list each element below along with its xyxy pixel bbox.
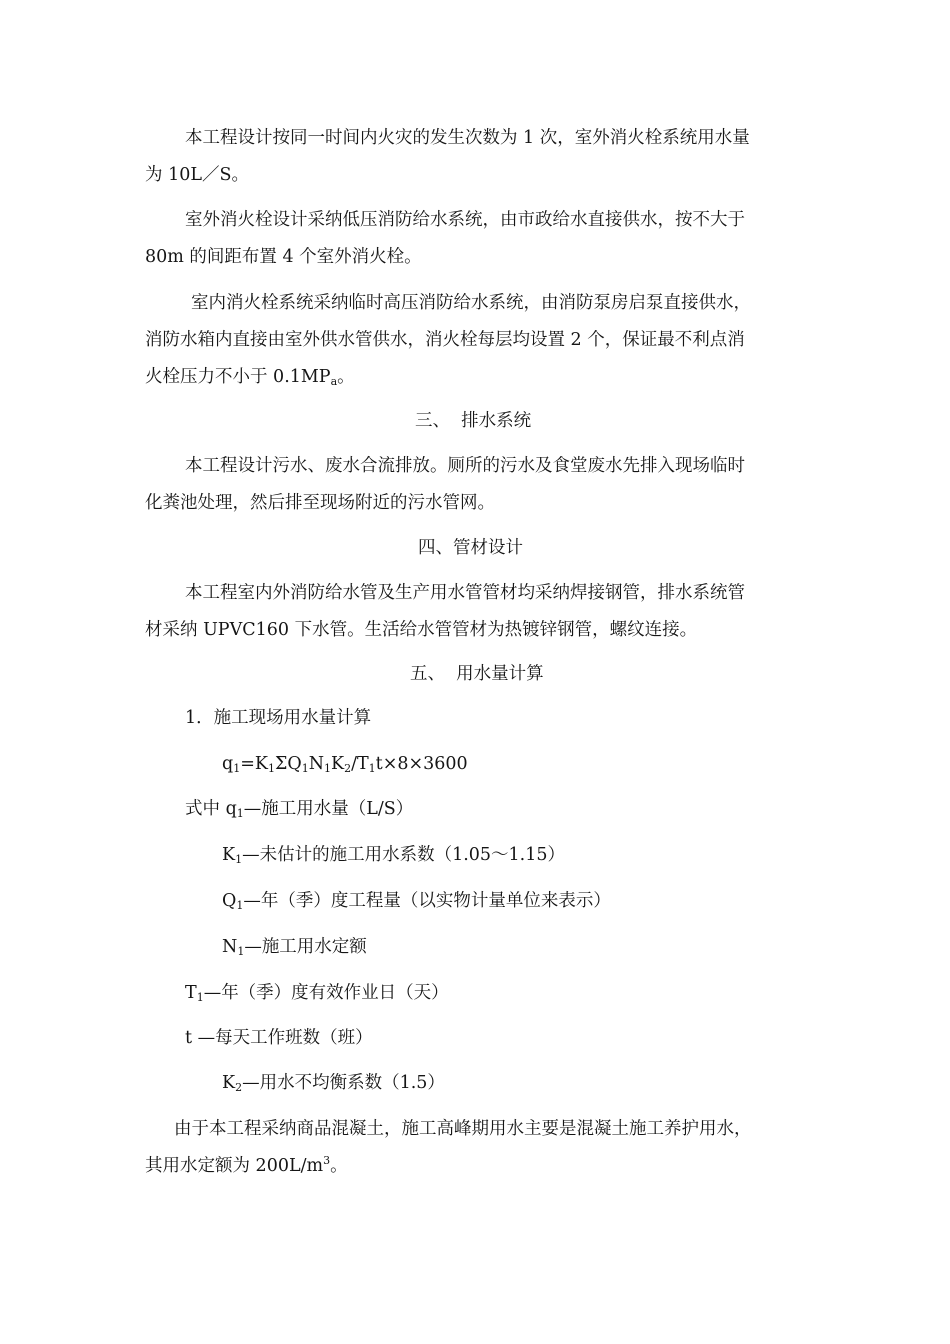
water-formula: $q_1=K_1\Sigma Q_1N_1K_2/T_1t\times 8\times 3600$ (222, 754, 468, 775)
def-t1: $T_1—$年（季）度有效作业日（天） (185, 983, 449, 1004)
water-end-line2: 其用水定额为 $200L/m^3$。 (145, 1154, 348, 1176)
pipe-line2: 材采纳 UPVC160 下水管。生活给水管管材为热镀锌钢管，螺纹连接。 (145, 620, 698, 640)
fire-para3-line3: 火栓压力不小于 $0.1MP_a$。 (145, 367, 355, 388)
fire-para3-line2: 消防水箱内直接由室外供水管供水，消火栓每层均设置 2 个，保证最不利点消 (145, 330, 745, 350)
fire-para2-line1: 室外消火栓设计采纳低压消防给水系统，由市政给水直接供水，按不大于 (185, 210, 745, 230)
drainage-line2: 化粪池处理，然后排至现场附近的污水管网。 (145, 493, 495, 513)
def-k2: $K_2—$用水不均衡系数（1.5） (222, 1073, 445, 1094)
pipe-line1: 本工程室内外消防给水管及生产用水管管材均采纳焊接钢管，排水系统管 (185, 583, 745, 603)
def-q: 式中 $q_1—$施工用水量（L/S） (185, 799, 414, 820)
fire-para1-line2: 为 10L／S。 (145, 165, 249, 185)
def-k1: $K_1—$未估计的施工用水系数（1.05～1.15） (222, 845, 566, 866)
fire-para1-line1: 本工程设计按同一时间内火灾的发生次数为 1 次，室外消火栓系统用水量 (185, 128, 750, 148)
fire-para2-line2: 80m 的间距布置 4 个室外消火栓。 (145, 247, 422, 267)
pipe-heading: 四、管材设计 (418, 538, 523, 558)
drainage-heading: 三、 排水系统 (415, 411, 532, 431)
def-q1: $Q_1—$年（季）度工程量（以实物计量单位来表示） (222, 891, 611, 912)
water-heading: 五、 用水量计算 (410, 664, 544, 684)
def-n1: $N_1—$施工用水定额 (222, 937, 367, 958)
drainage-line1: 本工程设计污水、废水合流排放。厕所的污水及食堂废水先排入现场临时 (185, 456, 745, 476)
fire-para3-line1: 室内消火栓系统采纳临时高压消防给水系统，由消防泵房启泵直接供水， (191, 293, 751, 313)
water-end-line1: 由于本工程采纳商品混凝土，施工高峰期用水主要是混凝土施工养护用水， (174, 1119, 752, 1139)
water-item1: 1．施工现场用水量计算 (185, 708, 372, 728)
def-t: t —每天工作班数（班） (185, 1028, 373, 1048)
